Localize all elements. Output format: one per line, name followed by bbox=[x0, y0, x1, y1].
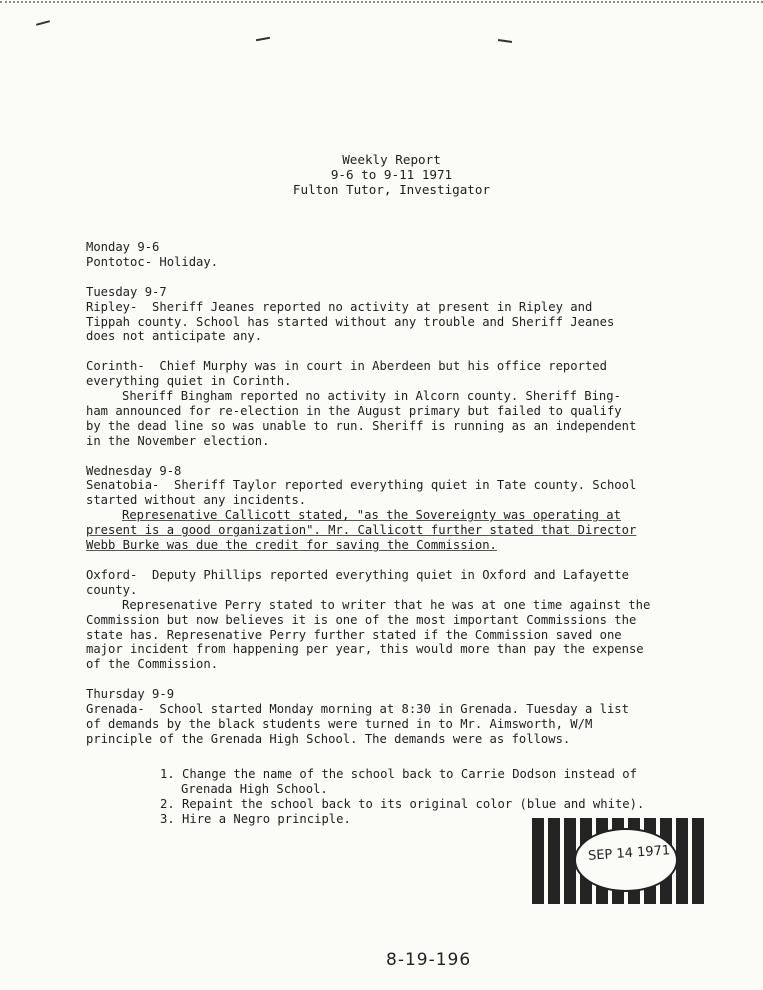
report-line: Tippah county. School has started without any trouble and Sheriff Jeanes bbox=[86, 314, 615, 329]
report-line: Oxford- Deputy Phillips reported everything quiet in Oxford and Lafayette bbox=[86, 567, 629, 582]
report-line: ham announced for re-election in the August primary but failed to qualify bbox=[86, 403, 622, 418]
report-dates: 9-6 to 9-11 1971 bbox=[330, 167, 453, 182]
report-line: present is a good organization". Mr. Callicott further stated that Director bbox=[86, 523, 637, 538]
demand-text: Change the name of the school back to Carrie Dodson instead of bbox=[182, 767, 637, 781]
report-line: of demands by the black students were turned in to Mr. Aimsworth, W/M bbox=[86, 716, 593, 731]
report-body bbox=[86, 240, 676, 747]
demand-item bbox=[160, 767, 680, 782]
report-line: county. bbox=[86, 582, 138, 597]
demand-text-continued: Grenada High School. bbox=[181, 781, 328, 796]
report-line: state has. Represenative Perry further stated if the Commission saved one bbox=[86, 627, 622, 642]
scan-mark bbox=[256, 37, 270, 41]
demand-item bbox=[160, 797, 680, 812]
report-line: started without any incidents. bbox=[86, 493, 307, 508]
stamp-date: SEP 14 1971 bbox=[587, 843, 671, 864]
scan-mark bbox=[498, 39, 512, 43]
report-line: principle of the Grenada High School. The demands were as follows. bbox=[86, 731, 571, 746]
report-line: major incident from happening per year, this would more than pay the expense bbox=[86, 642, 644, 657]
report-heading bbox=[0, 152, 763, 197]
report-line: Webb Burke was due the credit for saving the Commission. bbox=[86, 538, 497, 553]
report-line: Tuesday 9-7 bbox=[86, 284, 167, 299]
report-line: Wednesday 9-8 bbox=[86, 463, 182, 478]
report-line: Corinth- Chief Murphy was in court in Aberdeen but his office reported bbox=[86, 359, 607, 374]
blank-line bbox=[86, 270, 676, 285]
report-line: of the Commission. bbox=[86, 657, 219, 672]
demand-number: 3. bbox=[160, 811, 175, 826]
demand-number: 1. bbox=[160, 767, 175, 781]
report-author: Fulton Tutor, Investigator bbox=[292, 182, 491, 197]
report-line: does not anticipate any. bbox=[86, 329, 263, 344]
report-line: Commission but now believes it is one of the most important Commissions the bbox=[86, 612, 637, 627]
blank-line bbox=[86, 553, 676, 568]
top-edge-dots bbox=[0, 1, 763, 3]
document-number: 8-19-196 bbox=[386, 950, 472, 970]
blank-line bbox=[86, 672, 676, 687]
demand-text: Hire a Negro principle. bbox=[182, 811, 351, 826]
report-line: Represenative Perry stated to writer that he was at one time against the bbox=[122, 597, 651, 612]
demand-number: 2. bbox=[160, 796, 175, 811]
received-stamp bbox=[532, 818, 704, 904]
report-line: Senatobia- Sheriff Taylor reported everything quiet in Tate county. School bbox=[86, 478, 637, 493]
blank-line bbox=[86, 344, 676, 359]
scan-mark bbox=[36, 20, 50, 26]
report-line: by the dead line so was unable to run. Sheriff is running as an independent bbox=[86, 418, 637, 433]
blank-line bbox=[86, 449, 676, 464]
report-line: Thursday 9-9 bbox=[86, 687, 175, 702]
report-line: in the November election. bbox=[86, 433, 270, 448]
report-line: Monday 9-6 bbox=[86, 240, 160, 254]
report-line: Grenada- School started Monday morning at 8:30 in Grenada. Tuesday a list bbox=[86, 702, 629, 717]
report-line: Sheriff Bingham reported no activity in Alcorn county. Sheriff Bing- bbox=[122, 389, 621, 404]
report-title: Weekly Report bbox=[342, 152, 441, 167]
report-line: Pontotoc- Holiday. bbox=[86, 254, 219, 269]
report-line: Represenative Callicott stated, "as the Sovereignty was operating at bbox=[122, 508, 621, 523]
report-line: Ripley- Sheriff Jeanes reported no activity at present in Ripley and bbox=[86, 299, 593, 314]
report-line: everything quiet in Corinth. bbox=[86, 374, 292, 389]
demand-text: Repaint the school back to its original color (blue and white). bbox=[182, 796, 645, 811]
